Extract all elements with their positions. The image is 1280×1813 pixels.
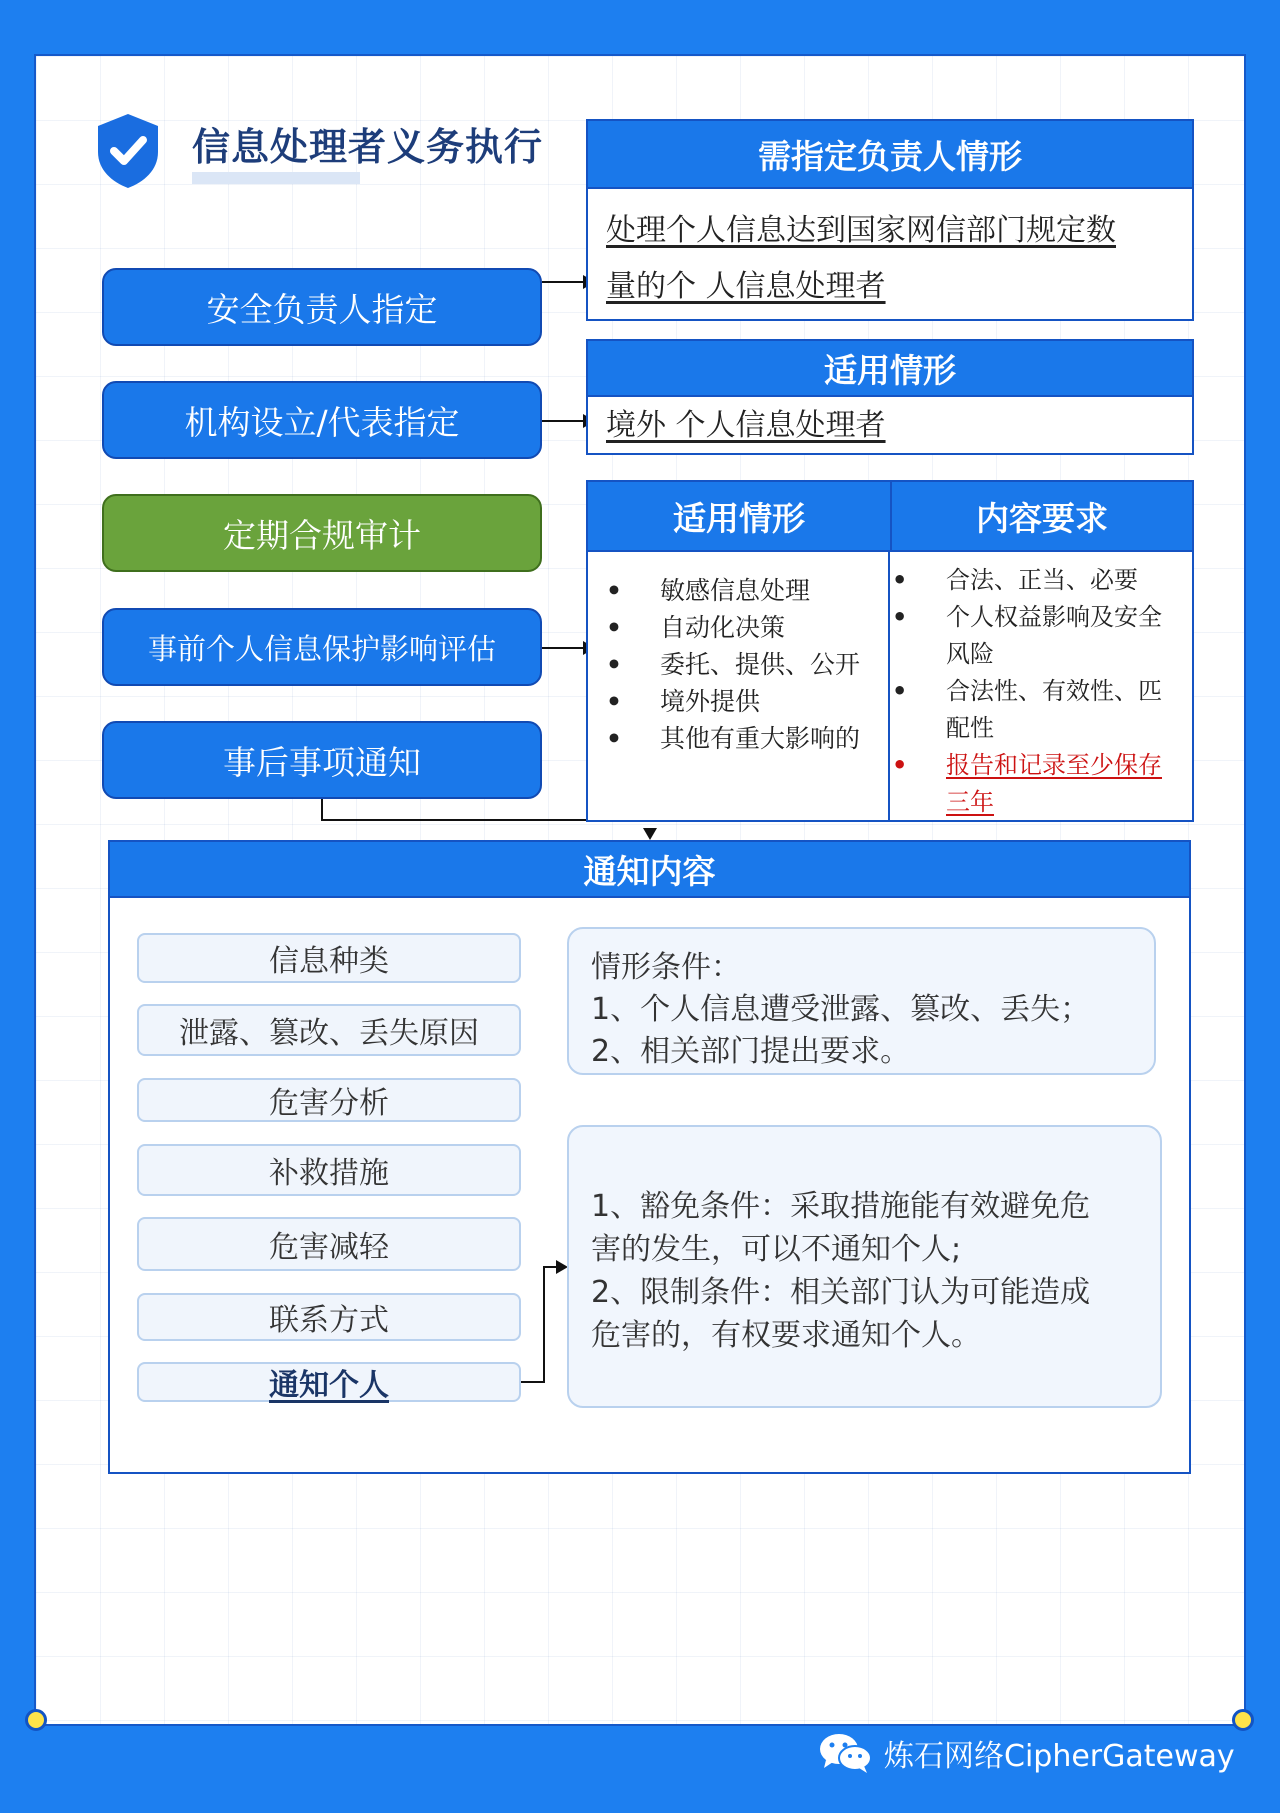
list-item-text: 自动化决策 <box>660 613 786 642</box>
step-security-officer[interactable] <box>102 268 542 346</box>
notice-header: 通知内容 <box>110 842 1189 898</box>
bullet: • <box>892 677 908 705</box>
scenario-list <box>588 572 888 757</box>
exemption-line: 2、限制条件：相关部门认为可能造成 <box>591 1275 1091 1310</box>
step-label: 安全负责人指定 <box>206 289 438 329</box>
list-item-text: 个人权益影响及安全风险 <box>946 603 1162 668</box>
arrow-connector <box>542 420 585 422</box>
list-item-text: 合法、正当、必要 <box>946 566 1138 594</box>
step-label: 机构设立/代表指定 <box>184 402 460 442</box>
list-item <box>890 599 1192 673</box>
notice-item-notify-individual <box>137 1362 521 1402</box>
box-line: 量的个 人信息处理者 <box>606 269 886 304</box>
step-compliance-audit[interactable] <box>102 494 542 572</box>
column-header-requirements: 内容要求 <box>892 482 1192 552</box>
exemption-box <box>567 1125 1162 1408</box>
chip-label: 信息种类 <box>269 944 389 979</box>
chip-label: 泄露、篡改、丢失原因 <box>179 1016 479 1051</box>
bullet: • <box>892 751 908 779</box>
list-item <box>588 683 888 720</box>
corner-dot-right <box>1232 1709 1254 1731</box>
list-item <box>890 673 1192 747</box>
requirement-list <box>890 562 1192 821</box>
notice-item-cause <box>137 1004 521 1056</box>
chip-label: 联系方式 <box>269 1303 389 1338</box>
list-item-text: 委托、提供、公开 <box>660 650 861 679</box>
shield-check-icon <box>94 112 162 190</box>
scenarios-column <box>588 552 890 820</box>
chip-label: 危害减轻 <box>269 1230 389 1265</box>
title-underline <box>192 172 360 184</box>
arrow-connector <box>521 1381 545 1383</box>
step-impact-assessment[interactable] <box>102 608 542 686</box>
step-post-notification[interactable] <box>102 721 542 799</box>
list-item-text: 合法性、有效性、匹配性 <box>946 677 1162 742</box>
assessment-box <box>586 480 1194 822</box>
notice-item-harm-analysis <box>137 1078 521 1122</box>
assessment-body-row <box>588 552 1192 820</box>
corner-dot-left <box>25 1709 47 1731</box>
chip-label: 补救措施 <box>269 1156 389 1191</box>
box-body <box>588 397 1192 451</box>
brand-name: 炼石网络CipherGateway <box>884 1739 1235 1774</box>
step-label: 定期合规审计 <box>223 515 421 555</box>
condition-box <box>567 927 1156 1075</box>
arrow-connector <box>543 1266 545 1383</box>
arrow-connector <box>321 799 323 821</box>
bullet: • <box>606 687 622 716</box>
overseas-box <box>586 339 1194 455</box>
page-title: 信息处理者义务执行 <box>192 125 544 169</box>
requirements-column <box>890 552 1192 820</box>
list-item <box>588 720 888 757</box>
notice-item-contact <box>137 1293 521 1341</box>
box-line: 处理个人信息达到国家网信部门规定数 <box>606 213 1116 248</box>
exemption-line: 1、豁免条件：采取措施能有效避免危 <box>591 1189 1091 1224</box>
bullet: • <box>606 576 622 605</box>
condition-line: 1、个人信息遭受泄露、篡改、丢失； <box>591 992 1091 1027</box>
exemption-line: 危害的，有权要求通知个人。 <box>591 1318 981 1353</box>
bullet: • <box>892 603 908 631</box>
wechat-icon <box>818 1732 874 1774</box>
bullet: • <box>892 566 908 594</box>
arrow-connector <box>542 647 585 649</box>
responsible-person-box <box>586 119 1194 321</box>
arrow-connector <box>543 1266 557 1268</box>
list-item-text: 敏感信息处理 <box>660 576 811 605</box>
arrow-connector <box>542 281 585 283</box>
list-item <box>890 562 1192 599</box>
step-agency-setup[interactable] <box>102 381 542 459</box>
box-line: 境外 个人信息处理者 <box>606 408 886 443</box>
notice-item-info-type <box>137 933 521 983</box>
list-item <box>588 646 888 683</box>
list-item-text: 报告和记录至少保存三年 <box>946 751 1162 816</box>
exemption-line: 害的发生，可以不通知个人; <box>591 1232 962 1267</box>
step-label: 事前个人信息保护影响评估 <box>147 631 496 666</box>
arrow-head-down <box>643 828 657 840</box>
list-item-highlight <box>890 747 1192 821</box>
notice-item-remedy <box>137 1144 521 1196</box>
list-item <box>588 609 888 646</box>
list-item <box>588 572 888 609</box>
assessment-header-row <box>588 482 1192 552</box>
step-label: 事后事项通知 <box>223 742 421 782</box>
bullet: • <box>606 613 622 642</box>
footer-brand <box>818 1731 1235 1775</box>
condition-title: 情形条件： <box>591 950 741 985</box>
notice-item-mitigation <box>137 1217 521 1271</box>
condition-line: 2、相关部门提出要求。 <box>591 1034 911 1069</box>
list-item-text: 其他有重大影响的 <box>660 724 861 753</box>
box-body <box>588 189 1192 315</box>
bullet: • <box>606 724 622 753</box>
bullet: • <box>606 650 622 679</box>
column-header-scenarios: 适用情形 <box>588 482 892 552</box>
box-header: 需指定负责人情形 <box>588 121 1192 189</box>
list-item-text: 境外提供 <box>660 687 761 716</box>
chip-label: 通知个人 <box>269 1368 389 1403</box>
chip-label: 危害分析 <box>269 1086 389 1121</box>
box-header: 适用情形 <box>588 341 1192 397</box>
